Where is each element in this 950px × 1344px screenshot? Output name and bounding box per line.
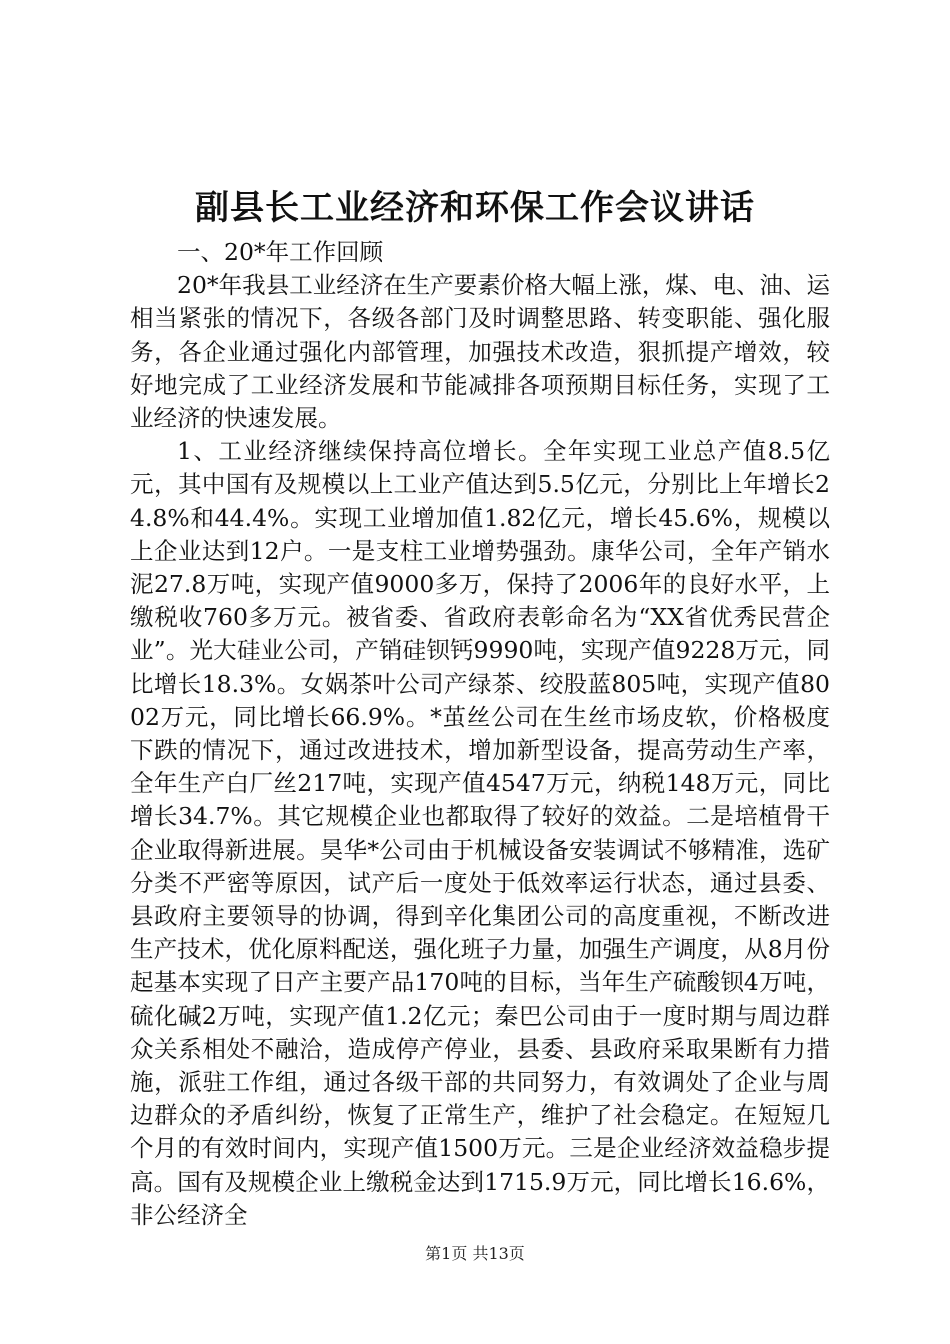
document-body [130,236,830,1232]
document-title: 副县长工业经济和环保工作会议讲话 [195,188,755,228]
paragraph-intro: 20*年我县工业经济在生产要素价格大幅上涨，煤、电、油、运相当紧张的情况下，各级各部门及时调整思路、转变职能、强化服务，各企业通过强化内部管理，加强技术改造，狠抓提产增效，较好地完成了工业经济发展和节能减排各项预期目标任务，实现了工业经济的快速发展。 [130,271,830,433]
paragraph-industrial-growth: 1、工业经济继续保持高位增长。全年实现工业总产值8.5亿元，其中国有及规模以上工业产值达到5.5亿元，分别比上年增长24.8%和44.4%。实现工业增加值1.82亿元，增长45.6%，规模以上企业达到12户。一是支柱工业增势强劲。康华公司，全年产销水泥27.8万吨，实现产值9000多万，保持了2006年的良好水平，上缴税收760多万元。被省委、省政府表彰命名为“XX省优秀民营企业”。光大硅业公司，产销硅钡钙9990吨，实现产值9228万元，同比增长18.3%。女娲茶叶公司产绿茶、绞股蓝805吨，实现产值8002万元，同比增长66.9%。*茧丝公司在生丝市场皮软，价格极度下跌的情况下，通过改进技术，增加新型设备，提高劳动生产率，全年生产白厂丝217吨，实现产值4547万元，纳税148万元，同比增长34.7%。其它规模企业也都取得了较好的效益。二是培植骨干企业取得新进展。昊华*公司由于机械设备安装调试不够精准，选矿分类不严密等原因，试产后一度处于低效率运行状态，通过县委、县政府主要领导的协调，得到辛化集团公司的高度重视，不断改进生产技术，优化原料配送，强化班子力量，加强生产调度，从8月份起基本实现了日产主要产品170吨的目标，当年生产硫酸钡4万吨，硫化碱2万吨，实现产值1.2亿元；秦巴公司由于一度时期与周边群众关系相处不融洽，造成停产停业，县委、县政府采取果断有力措施，派驻工作组，通过各级干部的共同努力，有效调处了企业与周边群众的矛盾纠纷，恢复了正常生产，维护了社会稳定。在短短几个月的有效时间内，实现产值1500万元。三是企业经济效益稳步提高。国有及规模企业上缴税金达到1715.9万元，同比增长16.6%，非公经济全 [130,437,830,1229]
section-heading: 一、20*年工作回顾 [177,238,384,266]
page-footer: 第1页 共13页 [425,1244,525,1263]
